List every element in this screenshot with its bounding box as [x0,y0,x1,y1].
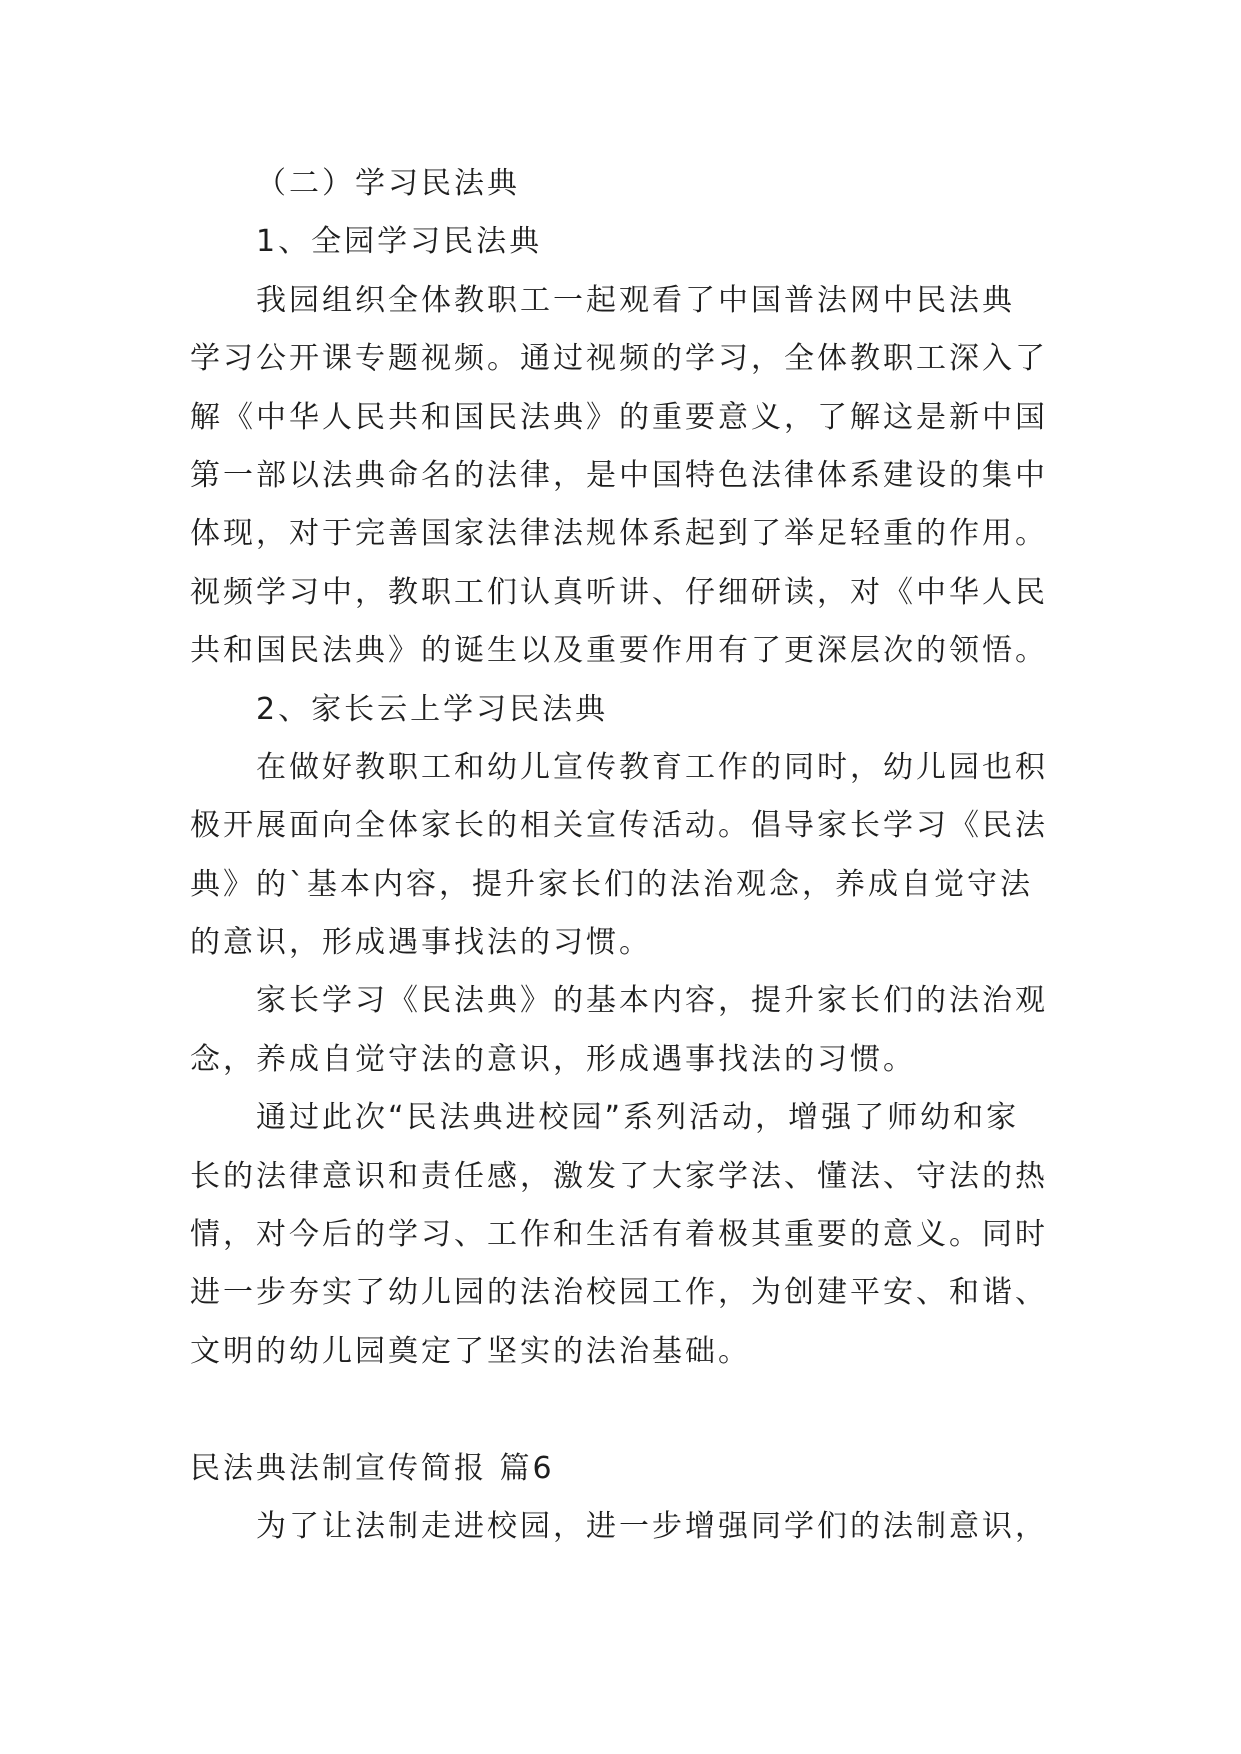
conclusion-paragraph [0,1089,1241,1381]
paragraph-line: 进一步夯实了幼儿园的法治校园工作，为创建平安、和谐、 [190,1275,1048,1311]
paragraph-line: 典》的`基本内容，提升家长们的法治观念，养成自觉守法 [190,866,1033,902]
section-6-title: 民法典法制宣传简报 篇6 [190,1450,555,1486]
item-1-title: 1、全园学习民法典 [256,224,543,260]
item-2-title: 2、家长云上学习民法典 [256,691,609,727]
item-1-paragraph [0,272,1241,681]
paragraph-line: 极开展面向全体家长的相关宣传活动。倡导家长学习《民法 [190,808,1048,844]
paragraph-line: 情，对今后的学习、工作和生活有着极其重要的意义。同时 [190,1217,1048,1253]
paragraph-line: 长的法律意识和责任感，激发了大家学法、懂法、守法的热 [190,1158,1048,1194]
paragraph-line: 第一部以法典命名的法律，是中国特色法律体系建设的集中 [190,457,1048,493]
paragraph-line: 体现，对于完善国家法律法规体系起到了举足轻重的作用。 [190,516,1048,552]
section-spacer [0,1381,1241,1439]
paragraph-line: 文明的幼儿园奠定了坚实的法治基础。 [190,1333,751,1369]
item-2-paragraph-2 [0,972,1241,1089]
paragraph-line: 共和国民法典》的诞生以及重要作用有了更深层次的领悟。 [190,633,1048,669]
subheading: （二）学习民法典 [256,166,520,201]
item-2-paragraph-1 [0,739,1241,973]
paragraph-line: 学习公开课专题视频。通过视频的学习，全体教职工深入了 [190,341,1048,377]
paragraph-line: 我园组织全体教职工一起观看了中国普法网中民法典 [256,282,1015,318]
paragraph-line: 通过此次“民法典进校园”系列活动，增强了师幼和家 [256,1100,1020,1136]
paragraph-line: 在做好教职工和幼儿宣传教育工作的同时，幼儿园也积 [256,749,1048,785]
section-6-paragraph [0,1498,1241,1556]
paragraph-line: 念，养成自觉守法的意识，形成遇事找法的习惯。 [190,1041,916,1077]
paragraph-line: 为了让法制走进校园，进一步增强同学们的法制意识， [256,1508,1048,1544]
paragraph-line: 解《中华人民共和国民法典》的重要意义，了解这是新中国 [190,399,1048,435]
paragraph-line: 的意识，形成遇事找法的习惯。 [190,925,652,961]
paragraph-line: 家长学习《民法典》的基本内容，提升家长们的法治观 [256,983,1048,1019]
paragraph-line: 视频学习中，教职工们认真听讲、仔细研读，对《中华人民 [190,574,1048,610]
